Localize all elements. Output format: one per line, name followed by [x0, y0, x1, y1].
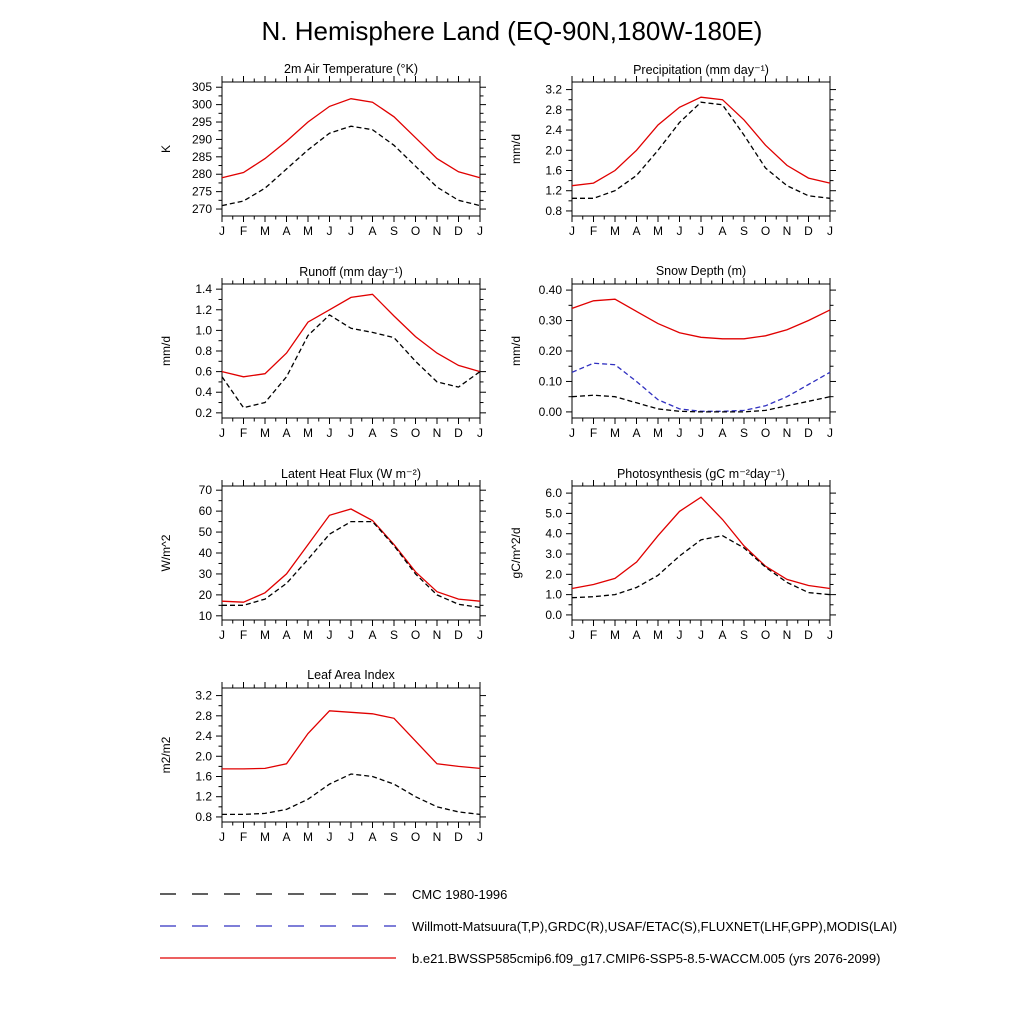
svg-text:30: 30	[198, 566, 212, 581]
legend	[158, 878, 897, 974]
svg-text:0.2: 0.2	[195, 405, 212, 420]
svg-text:M: M	[610, 628, 620, 642]
svg-text:A: A	[282, 830, 291, 844]
svg-text:J: J	[348, 426, 354, 440]
svg-text:J: J	[219, 224, 225, 238]
series-obs-black-dashed	[572, 395, 830, 412]
svg-text:N: N	[782, 426, 792, 440]
svg-text:A: A	[368, 224, 377, 238]
svg-text:2.0: 2.0	[545, 143, 562, 158]
legend-item-obs-composite	[158, 910, 897, 942]
svg-text:J: J	[827, 224, 833, 238]
svg-text:D: D	[804, 224, 813, 238]
svg-text:J: J	[326, 628, 333, 642]
svg-text:J: J	[348, 830, 354, 844]
svg-text:A: A	[282, 224, 291, 238]
svg-text:M: M	[303, 426, 313, 440]
svg-text:2.8: 2.8	[195, 708, 212, 723]
dashed-blue-line-sample	[158, 917, 398, 935]
svg-text:S: S	[389, 628, 399, 642]
latent-heat-flux-chart-canvas	[150, 462, 500, 664]
svg-text:N: N	[432, 426, 442, 440]
svg-text:M: M	[610, 426, 620, 440]
empty-cell	[500, 664, 850, 866]
photosynthesis-chart-canvas	[500, 462, 850, 664]
svg-text:0.30: 0.30	[538, 313, 562, 328]
svg-text:10: 10	[198, 608, 212, 623]
svg-text:1.6: 1.6	[195, 769, 212, 784]
legend-item-cmc	[158, 878, 897, 910]
svg-text:J: J	[348, 628, 354, 642]
series-obs-black-dashed	[572, 536, 830, 598]
svg-text:N: N	[432, 830, 442, 844]
svg-text:1.6: 1.6	[545, 163, 562, 178]
svg-text:0.10: 0.10	[538, 374, 562, 389]
svg-text:S: S	[389, 426, 399, 440]
svg-text:0.8: 0.8	[545, 203, 562, 218]
svg-text:F: F	[589, 224, 598, 238]
page-title: N. Hemisphere Land (EQ-90N,180W-180E)	[261, 16, 763, 46]
svg-text:D: D	[454, 628, 463, 642]
chart-title: Latent Heat Flux (W m⁻²)	[281, 467, 421, 481]
svg-text:F: F	[239, 224, 248, 238]
svg-text:70: 70	[198, 483, 212, 498]
svg-text:O: O	[410, 224, 421, 238]
svg-text:S: S	[739, 628, 749, 642]
snow-depth-chart-canvas	[500, 260, 850, 462]
svg-text:J: J	[569, 224, 575, 238]
svg-text:0.0: 0.0	[545, 607, 562, 622]
svg-text:m2/m2: m2/m2	[159, 736, 173, 774]
svg-text:M: M	[260, 224, 270, 238]
legend-label: Willmott-Matsuura(T,P),GRDC(R),USAF/ETAC(S),FLUXNET(LHF,GPP),MODIS(LAI)	[412, 918, 898, 934]
svg-text:A: A	[718, 224, 727, 238]
svg-text:S: S	[389, 830, 399, 844]
svg-text:3.2: 3.2	[545, 82, 562, 97]
svg-text:D: D	[804, 628, 813, 642]
svg-text:1.2: 1.2	[545, 183, 562, 198]
legend-item-model-run	[158, 942, 897, 974]
svg-text:A: A	[632, 628, 641, 642]
svg-text:M: M	[260, 830, 270, 844]
svg-text:S: S	[739, 426, 749, 440]
svg-text:6.0: 6.0	[545, 486, 562, 501]
svg-text:2.0: 2.0	[195, 749, 212, 764]
svg-text:A: A	[368, 628, 377, 642]
svg-text:mm/d: mm/d	[509, 134, 523, 164]
svg-text:0.8: 0.8	[195, 344, 212, 358]
series-model-red-solid	[572, 97, 830, 186]
chart-precipitation	[500, 58, 850, 260]
svg-text:O: O	[410, 830, 421, 844]
svg-text:J: J	[477, 426, 483, 440]
chart-title: Runoff (mm day⁻¹)	[299, 265, 403, 279]
svg-text:W/m^2: W/m^2	[159, 534, 173, 572]
svg-text:3.0: 3.0	[545, 547, 562, 562]
series-model-red-solid	[222, 509, 480, 602]
svg-text:J: J	[219, 426, 225, 440]
svg-text:J: J	[477, 830, 483, 844]
svg-text:D: D	[454, 224, 463, 238]
svg-text:20: 20	[198, 587, 212, 602]
svg-text:N: N	[782, 224, 792, 238]
svg-text:mm/d: mm/d	[159, 336, 173, 366]
svg-text:M: M	[610, 224, 620, 238]
svg-text:F: F	[239, 830, 248, 844]
svg-text:300: 300	[191, 97, 212, 112]
svg-text:S: S	[389, 224, 399, 238]
svg-text:J: J	[326, 830, 333, 844]
svg-text:O: O	[410, 628, 421, 642]
svg-text:2.8: 2.8	[545, 102, 562, 117]
svg-text:0.4: 0.4	[195, 385, 212, 400]
svg-text:O: O	[760, 426, 771, 440]
svg-text:A: A	[282, 628, 291, 642]
svg-text:J: J	[676, 628, 683, 642]
svg-text:J: J	[348, 224, 354, 238]
air-temperature-chart-canvas	[150, 58, 500, 260]
svg-text:0.6: 0.6	[195, 364, 212, 379]
chart-2m-air-temperature	[150, 58, 500, 260]
svg-text:J: J	[326, 224, 333, 238]
svg-text:J: J	[477, 628, 483, 642]
chart-leaf-area-index	[150, 664, 500, 866]
svg-text:270: 270	[191, 202, 212, 217]
svg-text:50: 50	[198, 525, 212, 540]
series-obs-black-dashed	[222, 315, 480, 408]
svg-text:275: 275	[191, 184, 212, 199]
svg-text:0.40: 0.40	[538, 283, 562, 298]
svg-text:gC/m^2/d: gC/m^2/d	[509, 527, 523, 579]
series-obs-black-dashed	[222, 774, 480, 814]
series-obs-black-dashed	[222, 126, 480, 205]
svg-text:1.0: 1.0	[545, 587, 562, 602]
series-model-red-solid	[222, 99, 480, 178]
svg-text:J: J	[326, 426, 333, 440]
chart-snow-depth	[500, 260, 850, 462]
solid-red-line-sample	[158, 949, 398, 967]
svg-text:N: N	[782, 628, 792, 642]
svg-text:2.0: 2.0	[545, 567, 562, 582]
svg-text:D: D	[454, 830, 463, 844]
svg-text:F: F	[589, 628, 598, 642]
svg-text:295: 295	[191, 115, 212, 130]
svg-text:5.0: 5.0	[545, 506, 562, 521]
svg-text:4.0: 4.0	[545, 526, 562, 541]
svg-text:J: J	[569, 628, 575, 642]
chart-title: Precipitation (mm day⁻¹)	[633, 63, 769, 77]
svg-text:290: 290	[191, 132, 212, 147]
svg-text:mm/d: mm/d	[509, 336, 523, 366]
legend-label: b.e21.BWSSP585cmip6.f09_g17.CMIP6-SSP5-8.5-WACCM.005 (yrs 2076-2099)	[412, 950, 881, 966]
svg-text:J: J	[219, 830, 225, 844]
charts-grid	[150, 58, 850, 866]
svg-text:A: A	[632, 426, 641, 440]
runoff-chart-canvas	[150, 260, 500, 462]
series-model-red-solid	[222, 294, 480, 377]
chart-runoff	[150, 260, 500, 462]
svg-text:M: M	[653, 426, 663, 440]
svg-text:J: J	[569, 426, 575, 440]
svg-text:A: A	[718, 628, 727, 642]
svg-text:1.0: 1.0	[195, 323, 212, 338]
svg-text:M: M	[260, 426, 270, 440]
svg-text:O: O	[410, 426, 421, 440]
svg-text:F: F	[239, 426, 248, 440]
svg-text:305: 305	[191, 80, 212, 95]
svg-text:F: F	[239, 628, 248, 642]
series-model-red-solid	[572, 497, 830, 588]
svg-text:1.2: 1.2	[195, 302, 212, 317]
svg-text:1.2: 1.2	[195, 789, 212, 804]
chart-title: Photosynthesis (gC m⁻²day⁻¹)	[616, 467, 786, 481]
svg-text:2.4: 2.4	[545, 123, 562, 138]
chart-title: 2m Air Temperature (°K)	[284, 62, 418, 76]
precipitation-chart-canvas	[500, 58, 850, 260]
svg-text:40: 40	[198, 546, 212, 560]
dashed-black-line-sample	[158, 885, 398, 903]
svg-text:M: M	[303, 830, 313, 844]
svg-text:60: 60	[198, 504, 212, 519]
svg-text:O: O	[760, 628, 771, 642]
svg-text:J: J	[698, 628, 704, 642]
chart-photosynthesis	[500, 462, 850, 664]
svg-text:J: J	[477, 224, 483, 238]
svg-text:N: N	[432, 224, 442, 238]
svg-text:A: A	[282, 426, 291, 440]
svg-text:0.20: 0.20	[538, 344, 562, 358]
svg-text:M: M	[260, 628, 270, 642]
svg-text:M: M	[303, 628, 313, 642]
svg-text:N: N	[432, 628, 442, 642]
svg-text:J: J	[676, 426, 683, 440]
svg-text:M: M	[303, 224, 313, 238]
svg-text:J: J	[676, 224, 683, 238]
svg-text:0.00: 0.00	[538, 404, 562, 419]
svg-text:A: A	[368, 426, 377, 440]
svg-text:S: S	[739, 224, 749, 238]
legend-label: CMC 1980-1996	[412, 886, 508, 902]
svg-text:J: J	[698, 224, 704, 238]
svg-text:2.4: 2.4	[195, 729, 212, 744]
svg-text:F: F	[589, 426, 598, 440]
svg-text:A: A	[718, 426, 727, 440]
leaf-area-index-chart-canvas	[150, 664, 500, 866]
series-obs-blue-dashed	[572, 363, 830, 411]
svg-text:A: A	[368, 830, 377, 844]
svg-text:O: O	[760, 224, 771, 238]
svg-text:D: D	[454, 426, 463, 440]
svg-text:J: J	[219, 628, 225, 642]
svg-text:D: D	[804, 426, 813, 440]
chart-title: Snow Depth (m)	[655, 264, 747, 278]
svg-text:M: M	[653, 224, 663, 238]
svg-text:M: M	[653, 628, 663, 642]
svg-text:K: K	[159, 144, 173, 154]
chart-title: Leaf Area Index	[307, 668, 395, 682]
svg-text:0.8: 0.8	[195, 809, 212, 824]
svg-text:285: 285	[191, 149, 212, 164]
svg-text:J: J	[698, 426, 704, 440]
svg-text:1.4: 1.4	[195, 282, 212, 297]
svg-text:3.2: 3.2	[195, 688, 212, 703]
chart-latent-heat-flux	[150, 462, 500, 664]
svg-text:A: A	[632, 224, 641, 238]
svg-text:J: J	[827, 628, 833, 642]
svg-text:280: 280	[191, 167, 212, 182]
series-model-red-solid	[572, 299, 830, 339]
series-model-red-solid	[222, 711, 480, 769]
series-obs-black-dashed	[572, 102, 830, 198]
svg-text:J: J	[827, 426, 833, 440]
